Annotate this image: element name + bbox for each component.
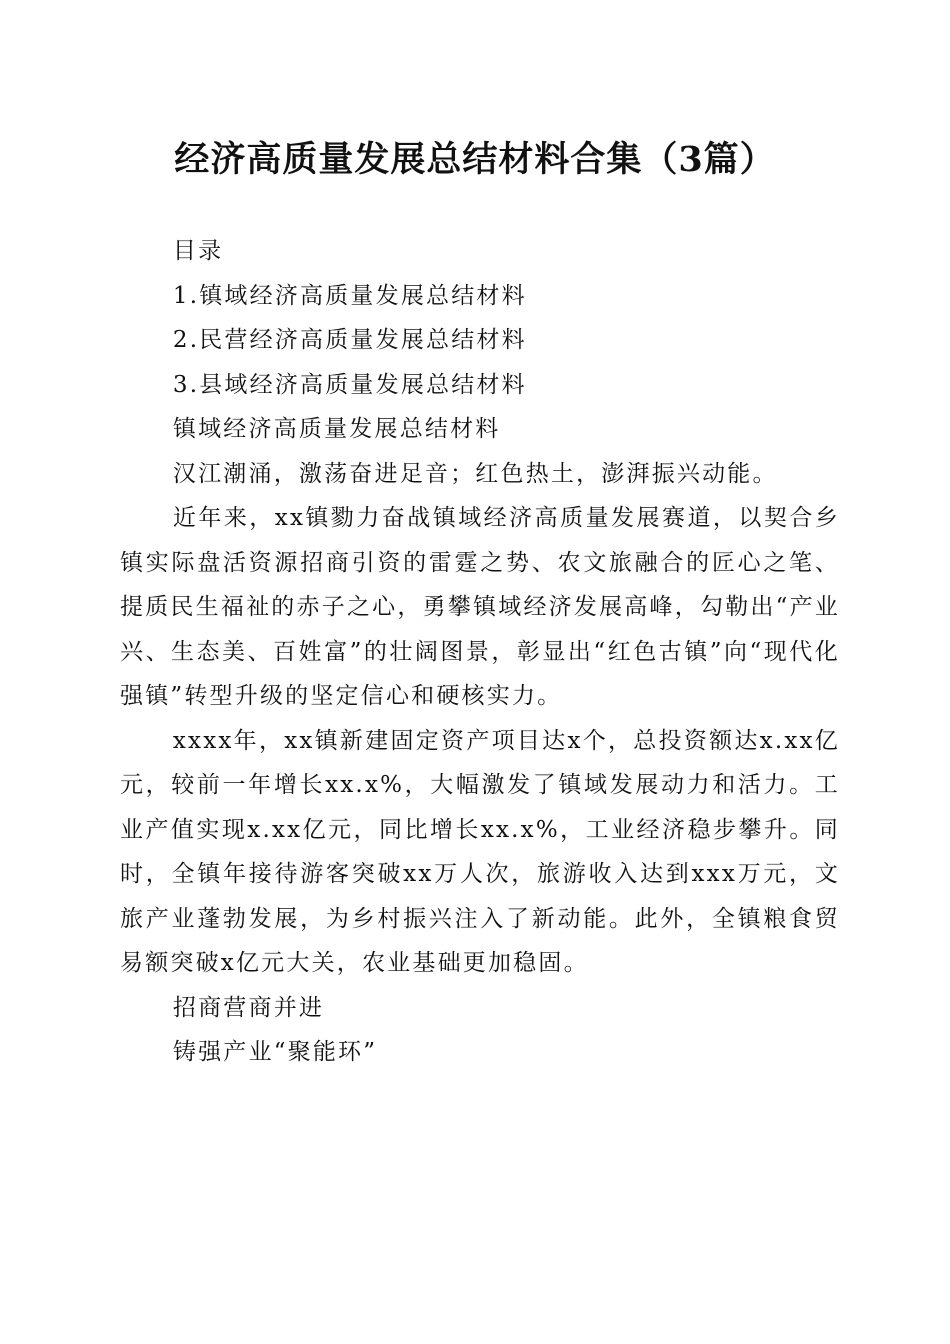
toc-heading: 目录 <box>172 238 224 264</box>
toc-item-2: 2.民营经济高质量发展总结材料 <box>172 327 527 353</box>
document-body <box>120 229 840 1075</box>
opening-line: 汉江潮涌，激荡奋进足音；红色热土，澎湃振兴动能。 <box>172 460 778 487</box>
document-title: 经济高质量发展总结材料合集（3篇） <box>174 139 776 180</box>
subheading-investment: 招商营商并进 <box>172 994 325 1021</box>
paragraph-intro: 近年来，xx镇勠力奋战镇域经济高质量发展赛道，以契合乡镇实际盘活资源招商引资的雷霆之势、农文旅融合的匠心之笔、提质民生福祉的赤子之心，勇攀镇域经济发展高峰，勾勒出“产业兴、生态美、百姓富”的壮阔图景，彰显出“红色古镇”向“现代化强镇”转型升级的坚定信心和硬核实力。 <box>120 505 840 709</box>
toc-item-1: 1.镇域经济高质量发展总结材料 <box>172 282 527 309</box>
toc-item-3: 3.县域经济高质量发展总结材料 <box>172 371 527 398</box>
subheading-industry: 铸强产业“聚能环” <box>172 1039 378 1065</box>
section-title: 镇域经济高质量发展总结材料 <box>172 416 501 442</box>
paragraph-statistics: xxxx年，xx镇新建固定资产项目达x个，总投资额达x.xx亿元，较前一年增长xx.x%，大幅激发了镇域发展动力和活力。工业产值实现x.xx亿元，同比增长xx.x%，工业经济稳步攀升。同时，全镇年接待游客突破xx万人次，旅游收入达到xxx万元，文旅产业蓬勃发展，为乡村振兴注入了新动能。此外，全镇粮食贸易额突破x亿元大关，农业基础更加稳固。 <box>120 727 840 976</box>
